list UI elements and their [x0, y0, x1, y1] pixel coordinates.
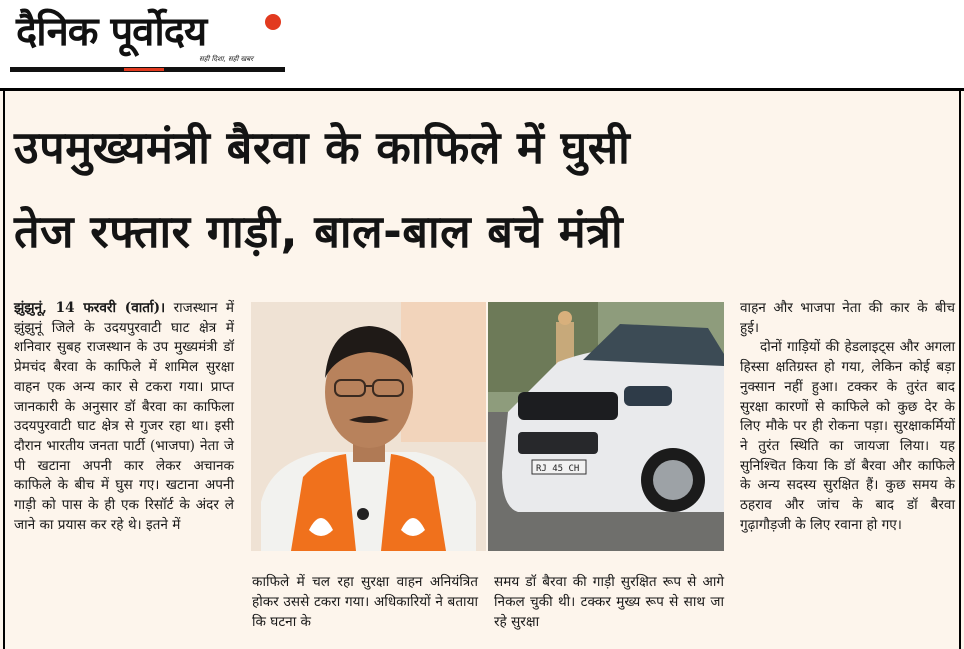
masthead [0, 0, 964, 88]
minister-photo [251, 302, 486, 551]
frame-left-divider [3, 91, 5, 649]
damaged-suv-image [488, 302, 724, 551]
column-1-text: राजस्थान में झुंझुनूं जिले के उदयपुरवाटी घाट क्षेत्र में शनिवार सुबह राजस्थान के उप मुख्यमंत्री डॉ प्रेमचंद बैरवा के काफिले में शामिल सुरक्षा वाहन एक अन्य कार से टकरा गया। प्राप्त जानकारी के अनुसार डॉ बैरवा का काफिला उदयपुरवाटी घाट क्षेत्र से गुजर रहा था। इसी दौरान भारतीय जनता पार्टी (भाजपा) नेता जे पी खटाना अपनी कार लेकर अचानक काफिले के बीच में घुस गए। खटाना अपनी गाड़ी को पास के ही एक रिसॉर्ट के अंदर ले जाने का प्रयास कर रहे थे। इतने में [14, 300, 235, 533]
logo-dot-icon [265, 14, 281, 30]
article-column-3: समय डॉ बैरवा की गाड़ी सुरक्षित रूप से आगे निकल चुकी थी। टक्कर मुख्य रूप से साथ जा रहे सुरक्षा [494, 574, 724, 630]
masthead-red-rule [124, 68, 164, 71]
dateline: झुंझुनूं, 14 फरवरी (वार्ता)। [14, 300, 166, 316]
frame-right-divider [959, 91, 961, 649]
tagline: सही दिशा, सही खबर [199, 55, 254, 63]
article-column-2: काफिले में चल रहा सुरक्षा वाहन अनियंत्रित होकर उससे टकरा गया। अधिकारियों ने बताया कि घटना के [252, 574, 478, 630]
headline-line-2: तेज रफ्तार गाड़ी, बाल-बाल बचे मंत्री [14, 205, 624, 258]
newspaper-logo: दैनिक पूर्वोदय [16, 9, 207, 55]
headline-line-1: उपमुख्यमंत्री बैरवा के काफिले में घुसी [14, 121, 631, 174]
column-4-para-2: दोनों गाड़ियों की हेडलाइट्स और अगला हिस्सा क्षतिग्रस्त हो गया, लेकिन कोई बड़ा नुक्सान नहीं हुआ। टक्कर के तुरंत बाद सुरक्षा कारणों से काफिले को कुछ देर के लिए मौके पर ही रोकना पड़ा। सुरक्षाकर्मियों ने तुरंत स्थिति का जायजा लिया। यह सुनिश्चित किया कि डॉ बैरवा और काफिले के अन्य सदस्य सुरक्षित हैं। कुछ समय के ठहराव और जांच के बाद डॉ बैरवा गुढ़ागौड़जी के लिए रवाना हो गए। [740, 339, 955, 533]
column-4-para-1: वाहन और भाजपा नेता की कार के बीच हुई। [740, 300, 955, 336]
minister-portrait-image [251, 302, 486, 551]
number-plate: RJ 45 CH [536, 464, 580, 474]
article-column-1 [14, 299, 234, 535]
article-column-4 [740, 299, 955, 535]
vehicle-photo [488, 302, 724, 551]
